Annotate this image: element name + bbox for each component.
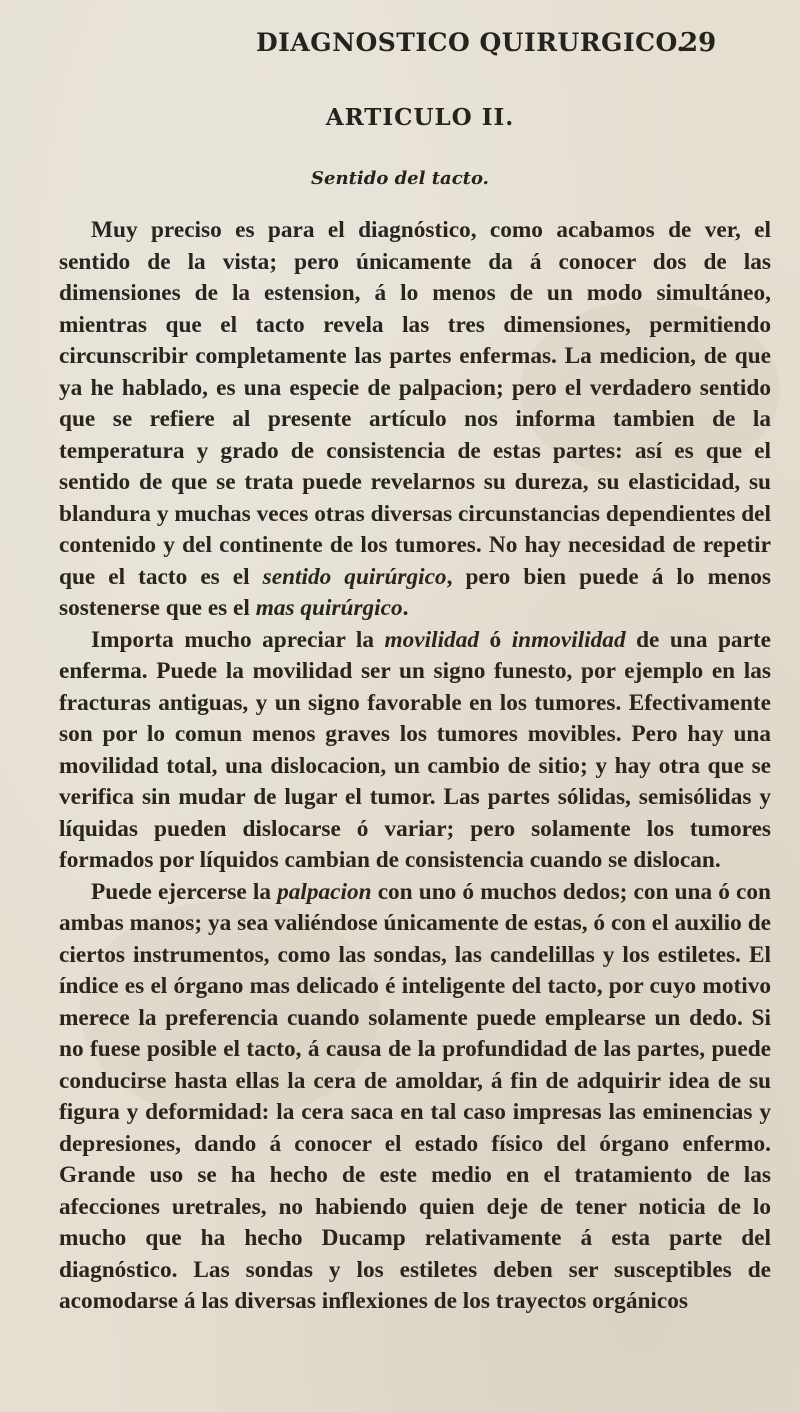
paragraph [59, 215, 771, 625]
text-segment: Importa mucho apreciar la [91, 626, 385, 653]
text-segment: Puede ejercerse la [91, 878, 278, 905]
paragraph [59, 877, 771, 1318]
text-segment: ó [479, 626, 512, 653]
text-segment: con uno ó muchos dedos; con una ó con ambas manos; ya sea valiéndose únicamente de estas, ó con el auxilio de ciertos instrumentos, como las sondas, las candelillas y los estiletes. El índice es el órgano mas delicado é inteligente del tacto, por cuyo motivo merece la preferencia cuando solamente puede emplearse un dedo. Si no fuese posible el tacto, á causa de la profundidad de las partes, puede conducirse hasta ellas la cera de amoldar, á fin de adquirir idea de su figura y deformidad: la cera saca en tal caso impresas las eminencias y depresiones, dando á conocer el estado físico del órgano enfermo. Grande uso se ha hecho de este medio en el tratamiento de las afecciones uretrales, no habiendo quien deje de tener noticia de lo mucho que ha hecho Ducamp relativamente á esta parte del diagnóstico. Las sondas y los estiletes deben ser susceptibles de acomodarse á las diversas inflexiones de los trayectos orgánicos [59, 878, 771, 1314]
chapter-label: ARTICULO II. [325, 104, 515, 131]
text-segment: Muy preciso es para el diagnóstico, como acabamos de ver, el sentido de la vista; pero únicamente da á conocer dos de las dimensiones de la estension, á lo menos de un modo simultáneo, mientras que el tacto revela las tres dimensiones, permitiendo circunscribir completamente las partes enfermas. La medicion, de que ya he hablado, es una especie de palpacion; pero el verdadero sentido que se refiere al presente artículo nos informa tambien de la temperatura y grado de consistencia de estas partes: así es que el sentido de que se trata puede revelarnos su dureza, su elasticidad, su blandura y muchas veces otras diversas circunstancias dependientes del contenido y del continente de los tumores. No hay necesidad de repetir que el tacto es el [59, 217, 771, 590]
page-number: 29 [680, 28, 717, 58]
italic-term: sentido quirúrgico [262, 563, 447, 590]
running-head [0, 28, 800, 68]
paragraph [59, 625, 771, 877]
chapter-heading [0, 104, 800, 131]
italic-term: palpacion [277, 878, 372, 905]
running-title: DIAGNOSTICO QUIRURGICO. [256, 28, 686, 57]
body-text [59, 215, 771, 1318]
italic-term: inmovilidad [511, 626, 626, 653]
text-segment: , pero bien puede á lo menos sostenerse que es el [59, 563, 771, 621]
italic-term: movilidad [384, 626, 480, 653]
text-segment: . [402, 595, 409, 621]
italic-term: mas quirúrgico [255, 595, 403, 621]
text-segment: de una parte enferma. Puede la movilidad ser un signo funesto, por ejemplo en las fracturas antiguas, y un signo favorable en los tumores. Efectivamente son por lo comun menos graves los tumores movibles. Pero hay una movilidad total, una dislocacion, un cambio de sitio; y hay otra que se verifica sin mudar de lugar el tumor. Las partes sólidas, semisólidas y líquidas pueden dislocarse ó variar; pero solamente los tumores formados por líquidos cambian de consistencia cuando se dislocan. [59, 626, 772, 873]
section-heading: Sentido del tacto. [311, 168, 489, 189]
